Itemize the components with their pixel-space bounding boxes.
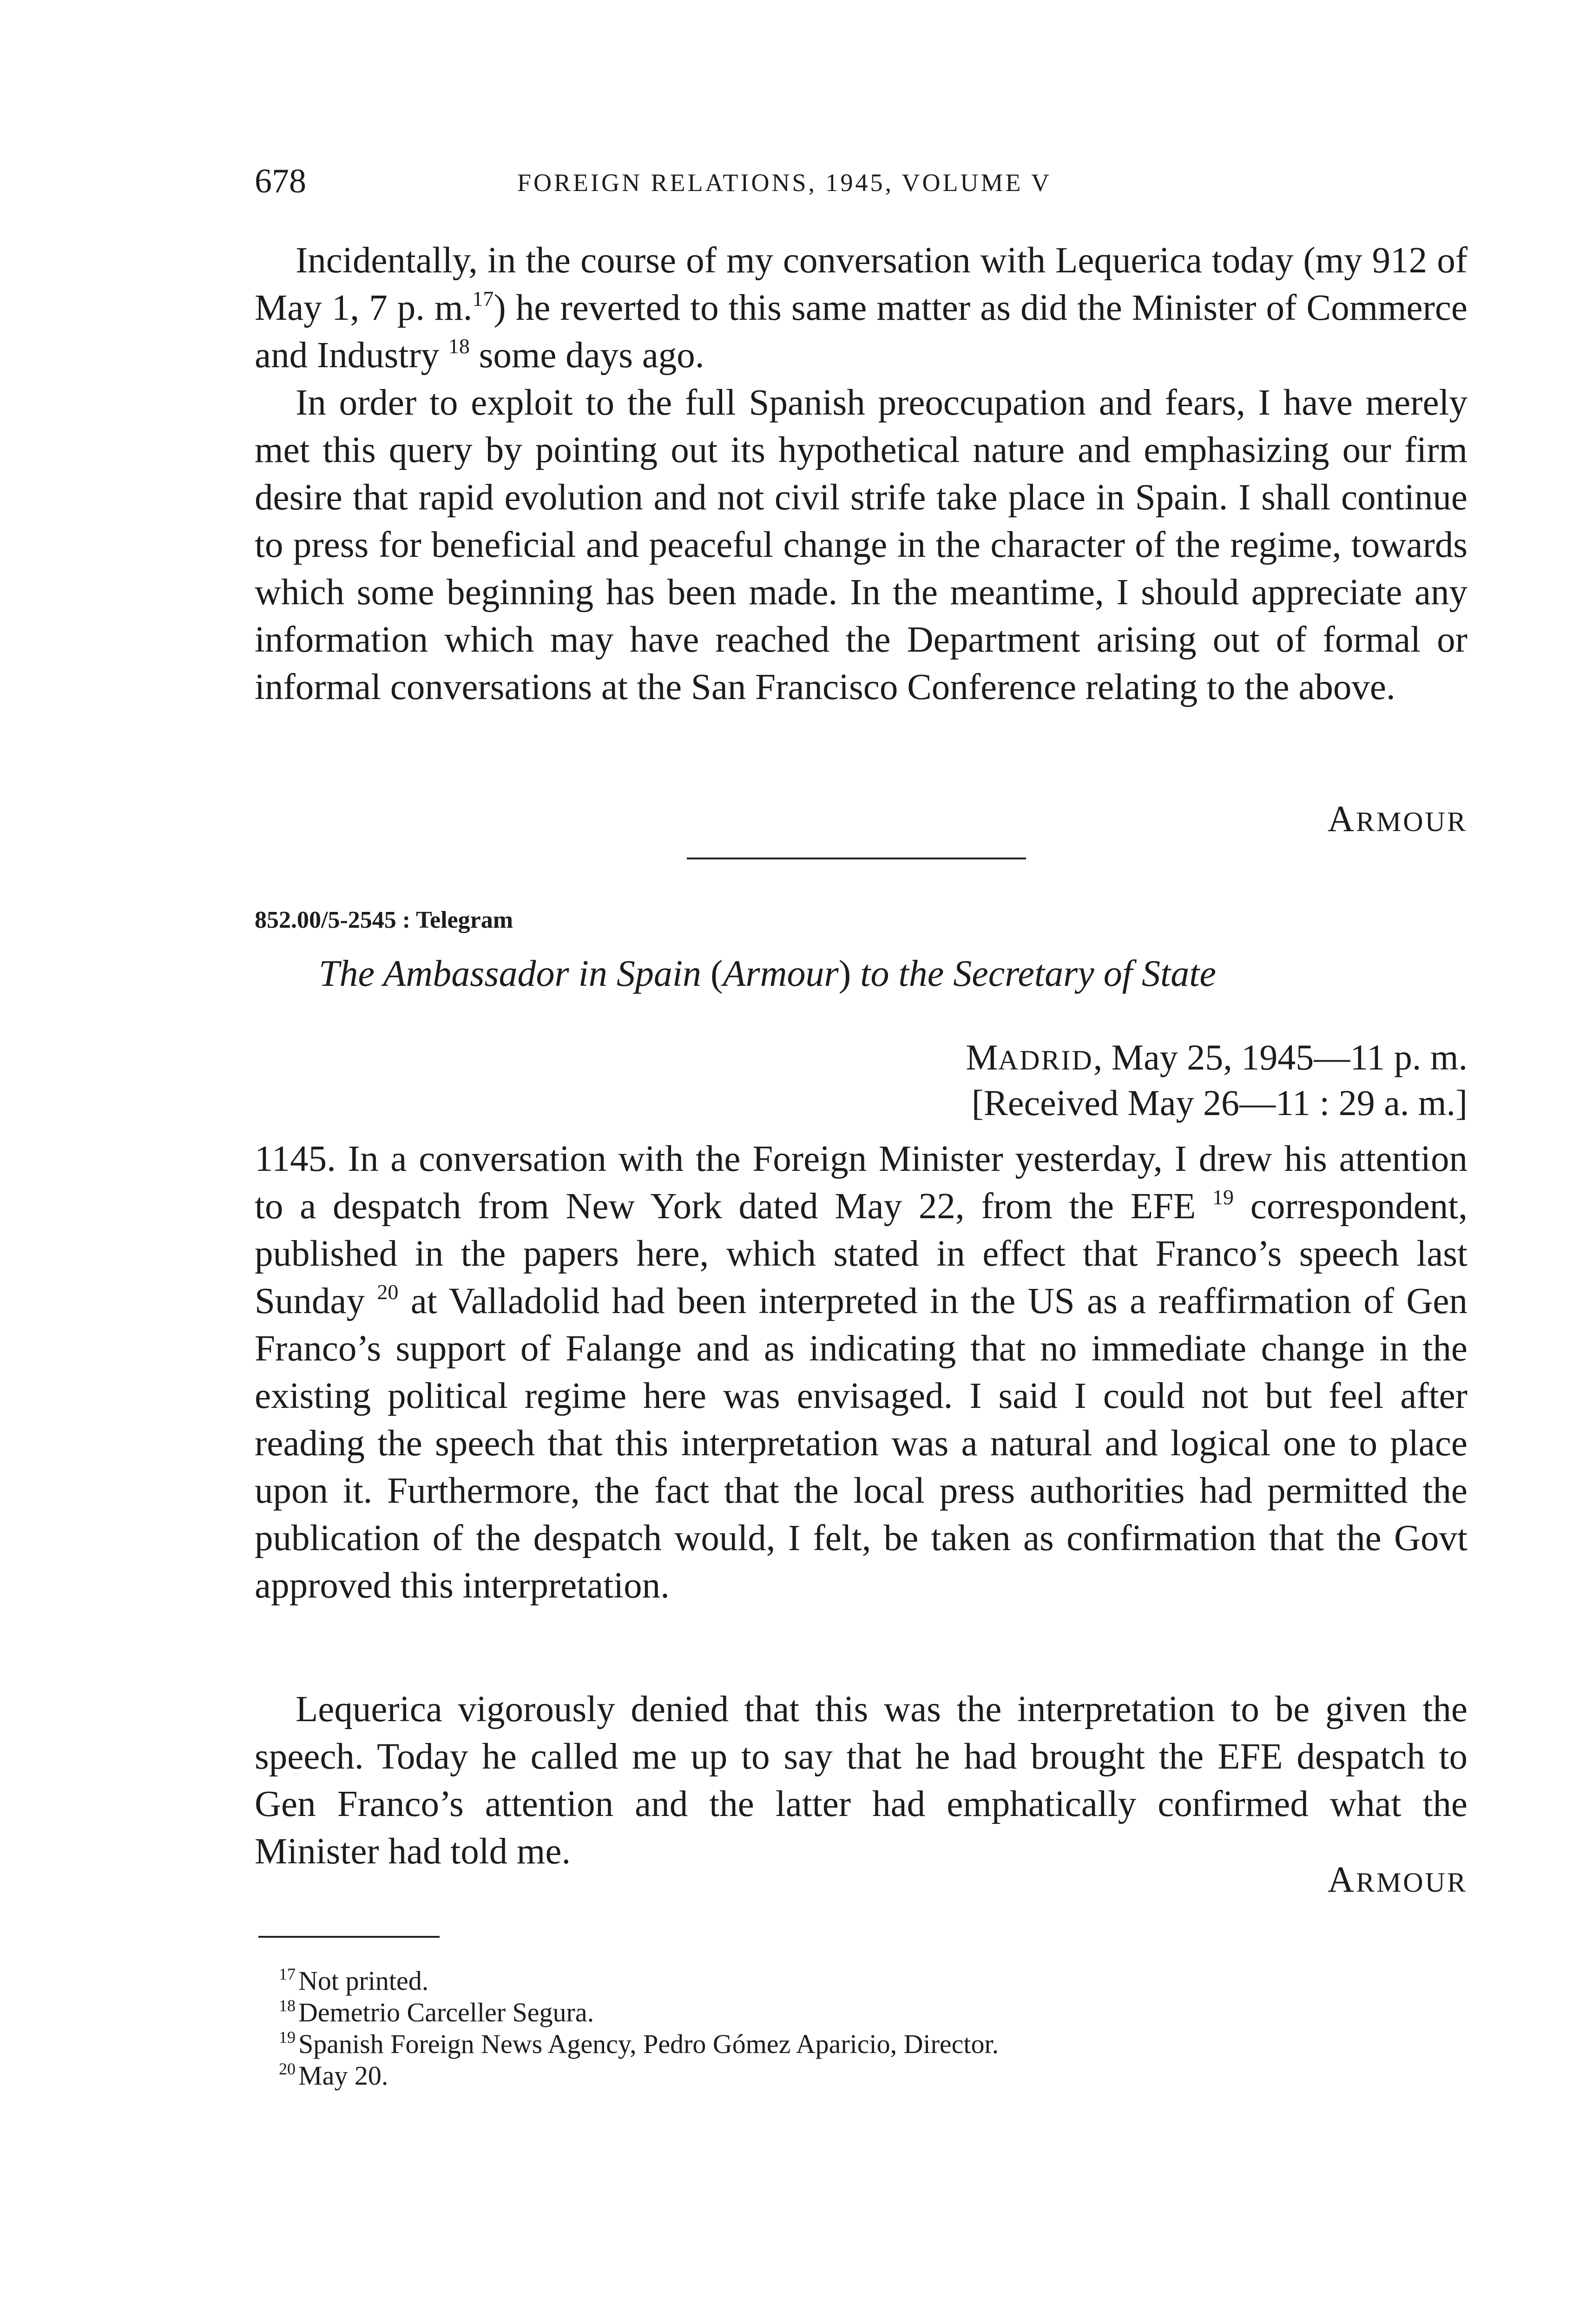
document-reference: 852.00/5-2545 : Telegram xyxy=(255,907,513,933)
signature: ARMOUR xyxy=(1327,1860,1468,1900)
running-title: FOREIGN RELATIONS, 1945, VOLUME V xyxy=(517,169,1052,197)
paragraph-text: at Valladolid had been interpreted in the US as a reaffirmation of Gen Franco’s support of Falange and as indicating that no immediate change in the existing political regime here was envisaged. I said I could not but feel after reading the speech that this interpretation was a natural and logical one to place upon it. Furthermore, the fact that the local press authorities had permitted the publication of the despatch would, I felt, be taken as confirmation that the Govt approved this interpretation. xyxy=(255,1281,1468,1606)
footnote-ref[interactable]: 20 xyxy=(377,1280,399,1304)
paragraph-text: ) he reverted to this same matter as did the Minister of Commerce and Industry xyxy=(255,288,1468,376)
running-head xyxy=(255,158,1468,205)
paragraph-telegram-body xyxy=(255,1136,1468,1610)
footnote-ref[interactable]: 19 xyxy=(1212,1185,1234,1209)
footnote-ref[interactable]: 18 xyxy=(448,334,470,358)
footnote: $^{17}$ Not printed. xyxy=(279,1965,429,1996)
footnotes xyxy=(279,1965,1441,2092)
paragraph-preoccupation: In order to exploit to the full Spanish preoccupation and fears, I have merely met this query by pointing out its hypothetical nature and emphasizing our firm desire that rapid evolution and not civil strife take place in Spain. I shall continue to press for beneficial and peaceful change in the character of the regime, towards which some beginning has been made. In the meantime, I should appreciate any information which may have reached the Department arising out of formal or informal conversations at the San Francisco Conference relating to the above. xyxy=(255,383,1468,707)
paragraph-incidentally xyxy=(255,237,1468,379)
paragraph-text: Incidentally, in the course of my conversation with Lequerica today (my 912 of May 1, 7 p. m. xyxy=(255,240,1468,328)
section-divider xyxy=(687,858,1026,859)
paragraph-text: 1145. In a conversation with the Foreign Minister yesterday, I drew his attention to a despatch from New York dated May 22, from the EFE xyxy=(255,1139,1468,1227)
dateline-sent: MADRID, May 25, 1945—11 p. m. xyxy=(966,1037,1468,1077)
signature: ARMOUR xyxy=(1327,799,1468,839)
footnote: $^{20}$ May 20. xyxy=(279,2060,388,2091)
paragraph-text: correspondent, published in the papers here, which stated in effect that Franco’s speech last Sunday xyxy=(255,1186,1468,1321)
footnote-ref[interactable]: 17 xyxy=(472,287,494,310)
footnote: $^{19}$ Spanish Foreign News Agency, Pedro Gómez Aparicio, Director. xyxy=(279,2028,999,2059)
page-number: 678 xyxy=(255,162,306,200)
paragraph-text: some days ago. xyxy=(469,335,704,376)
paragraph-lequerica: Lequerica vigorously denied that this was the interpretation to be given the speech. Today he called me up to say that he had brought the EFE despatch to Gen Franco’s attention and the latter had emphatically confirmed what the Minister had told me. xyxy=(255,1689,1468,1872)
footnote-divider xyxy=(258,1936,440,1938)
footnote: $^{18}$ Demetrio Carceller Segura. xyxy=(279,1996,594,2027)
document-heading: The Ambassador in Spain (Armour) to the Secretary of State xyxy=(319,953,1216,994)
dateline-received: [Received May 26—11 : 29 a. m.] xyxy=(971,1083,1468,1123)
